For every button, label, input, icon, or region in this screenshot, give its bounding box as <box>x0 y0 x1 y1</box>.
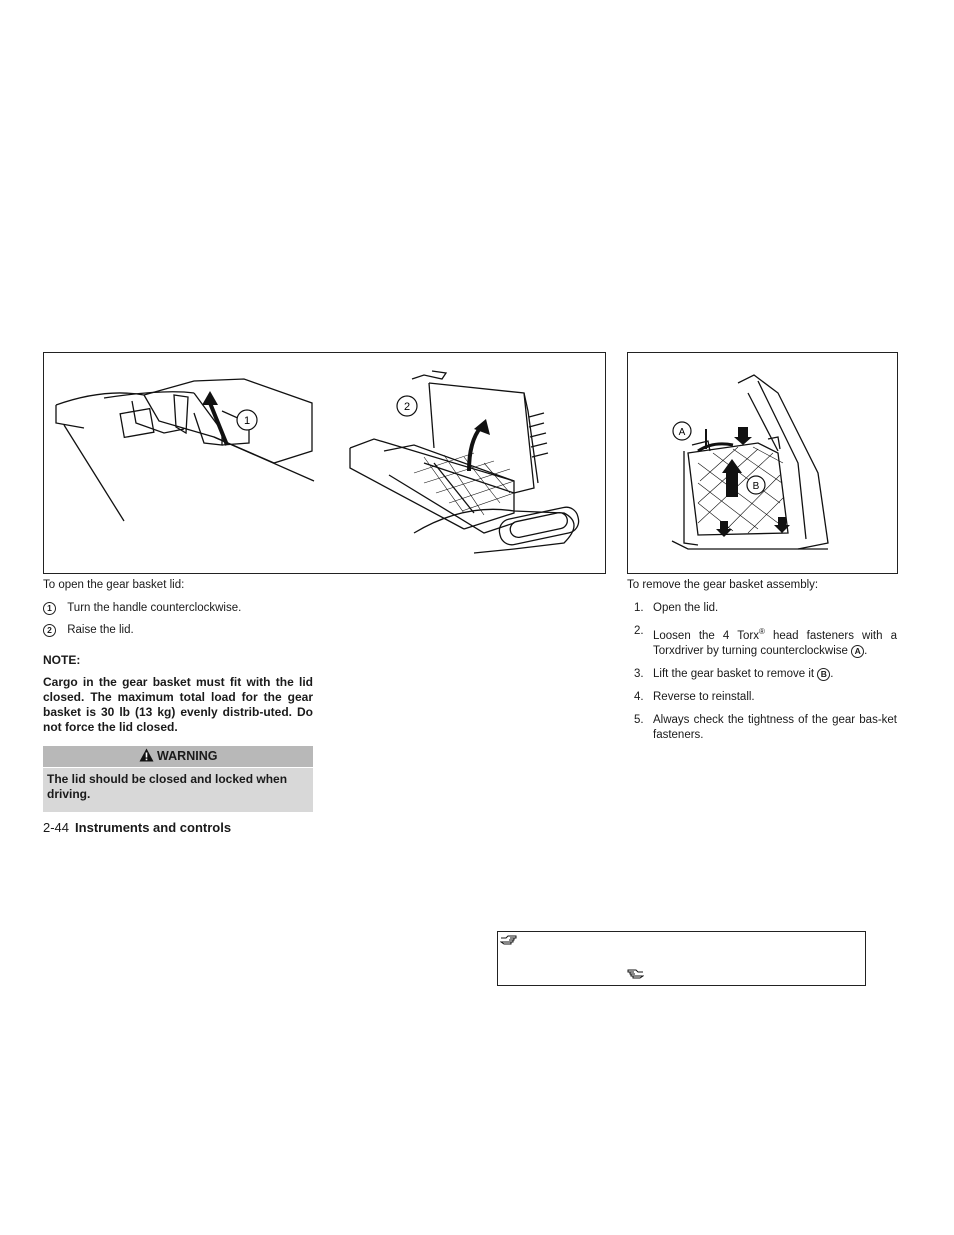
step-number: 5. <box>634 713 644 726</box>
step-text-cont: head fasteners with a Torxdriver by turning counterclockwise <box>653 629 898 657</box>
step-marker-1: 1 <box>43 602 56 615</box>
removal-step-4 <box>627 690 897 705</box>
step-number: 2. <box>634 625 644 637</box>
note-body: Cargo in the gear basket must fit with the lid closed. The maximum total load for the gear basket is 30 lb (13 kg) evenly distrib-uted. Do not force the lid closed. <box>43 675 313 734</box>
step-end: . <box>830 667 834 680</box>
figure-label-b: B <box>752 481 760 492</box>
section-title: Instruments and controls <box>75 820 232 835</box>
left-caption: To open the gear basket lid: <box>43 579 185 591</box>
right-caption: To remove the gear basket assembly: <box>627 579 819 591</box>
step-text: Loosen the 4 Torx <box>653 629 759 642</box>
step-number: 1. <box>634 602 644 614</box>
removal-step-3 <box>627 667 897 682</box>
figure-label-1: 1 <box>243 415 251 427</box>
removal-step-1 <box>627 601 897 616</box>
figure-label-a: A <box>678 427 686 438</box>
note-heading: NOTE: <box>43 653 81 667</box>
gear-basket-removal-illustration <box>627 352 898 574</box>
step-marker-b: B <box>817 668 830 681</box>
step-number: 4. <box>634 690 644 703</box>
step-end: . <box>864 644 868 657</box>
left-step-1-text: Turn the handle counterclockwise. <box>67 602 242 614</box>
left-step-2-text: Raise the lid. <box>67 624 134 636</box>
step-text: Lift the gear basket to remove it <box>653 667 818 680</box>
step-text: Reverse to reinstall. <box>653 690 755 703</box>
pointing-hand-icon <box>500 934 518 946</box>
page-footer <box>43 820 231 835</box>
gear-basket-lid-illustration <box>43 352 606 574</box>
step-marker-a: A <box>851 645 864 658</box>
pointing-hand-icon <box>626 968 644 980</box>
page-number: 2-44 <box>43 820 70 835</box>
warning-heading: WARNING <box>157 749 218 763</box>
left-step-2 <box>43 623 134 638</box>
step-number: 3. <box>634 667 644 680</box>
warning-heading-box <box>43 746 313 767</box>
step-text: Open the lid. <box>653 602 719 614</box>
step-marker-2: 2 <box>43 624 56 637</box>
warning-triangle-icon <box>139 748 154 762</box>
removal-step-5 <box>627 713 897 743</box>
left-step-1 <box>43 601 241 616</box>
figure-label-2: 2 <box>403 401 411 413</box>
warning-body: The lid should be closed and locked when driving. <box>43 768 313 812</box>
removal-step-2 <box>627 624 897 659</box>
step-text: Always check the tightness of the gear bas-ket fasteners. <box>653 713 897 741</box>
reference-box <box>497 931 866 986</box>
removal-steps <box>627 601 897 751</box>
registered-mark: ® <box>758 627 765 636</box>
